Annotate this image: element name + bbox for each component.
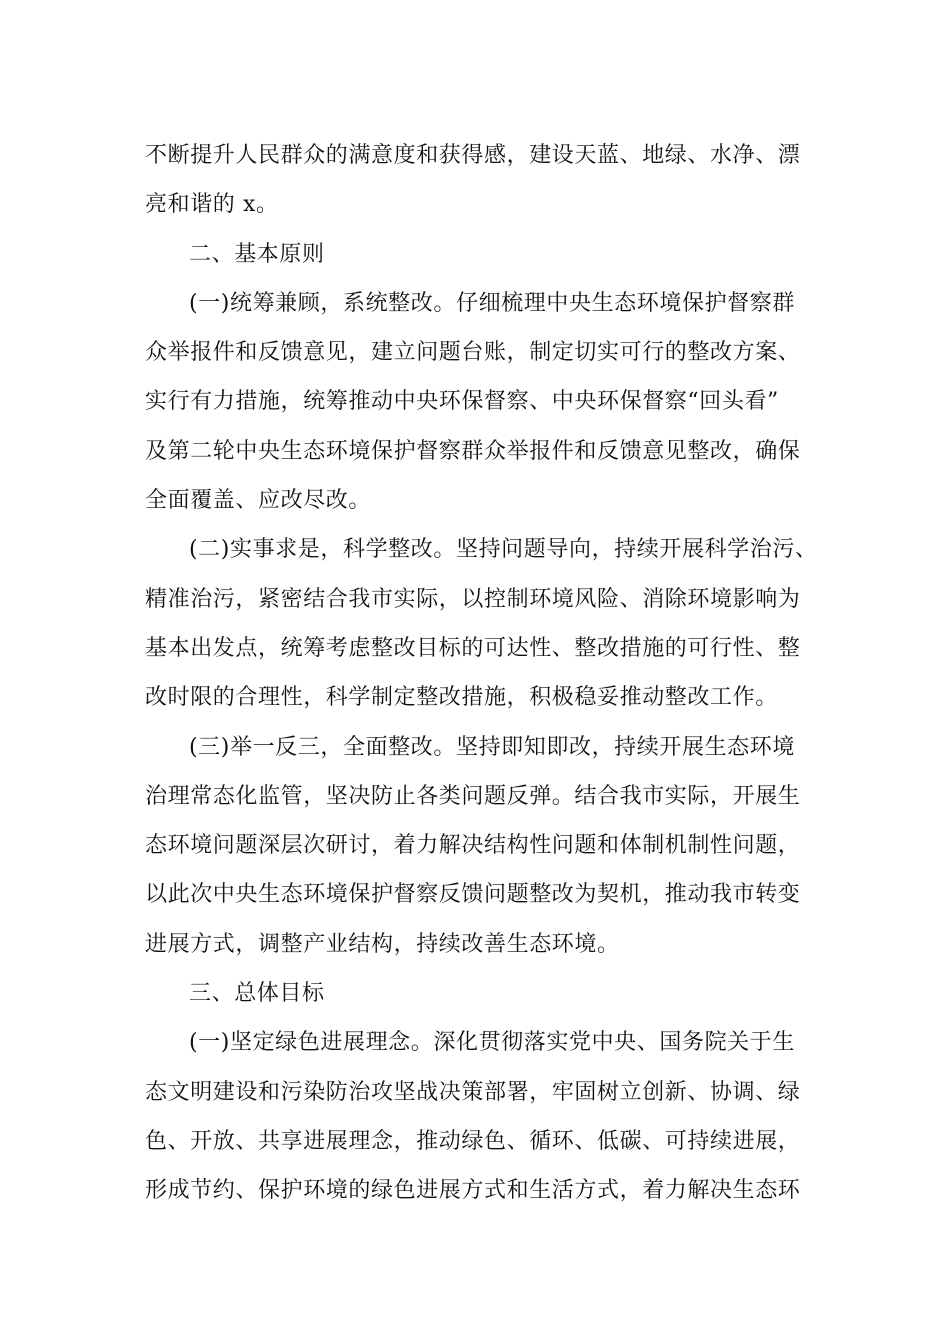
text-line: 精准治污，紧密结合我市实际，以控制环境风险、消除环境影响为 xyxy=(145,586,801,612)
text-line: (一)统筹兼顾，系统整改。仔细梳理中央生态环境保护督察群 xyxy=(189,290,795,316)
text-line: 全面覆盖、应改尽改。 xyxy=(145,488,372,514)
text-line: (三)举一反三，全面整改。坚持即知即改，持续开展生态环境 xyxy=(189,734,795,760)
text-line: 进展方式，调整产业结构，持续改善生态环境。 xyxy=(145,931,620,957)
document-body xyxy=(145,131,825,1216)
text-line: 态文明建设和污染防治攻坚战决策部署，牢固树立创新、协调、绿 xyxy=(145,1079,801,1105)
text-line: 亮和谐的 x。 xyxy=(145,192,279,218)
text-line: (一)坚定绿色进展理念。深化贯彻落实党中央、国务院关于生 xyxy=(189,1030,795,1056)
text-line: 实行有力措施，统筹推动中央环保督察、中央环保督察“回头看” xyxy=(145,389,779,415)
text-line: 形成节约、保护环境的绿色进展方式和生活方式，着力解决生态环 xyxy=(145,1178,801,1204)
text-line: 以此次中央生态环境保护督察反馈问题整改为契机，推动我市转变 xyxy=(145,882,801,908)
text-line: 及第二轮中央生态环境保护督察群众举报件和反馈意见整改，确保 xyxy=(145,438,801,464)
text-line: 色、开放、共享进展理念，推动绿色、循环、低碳、可持续进展， xyxy=(145,1128,801,1154)
text-line: 不断提升人民群众的满意度和获得感，建设天蓝、地绿、水净、漂 xyxy=(145,143,801,168)
text-line: (二)实事求是，科学整改。坚持问题导向，持续开展科学治污、 xyxy=(189,537,818,563)
text-line: 二、基本原则 xyxy=(189,241,325,267)
text-line: 众举报件和反馈意见，建立问题台账，制定切实可行的整改方案、 xyxy=(145,340,801,366)
text-line: 治理常态化监管，坚决防止各类问题反弹。结合我市实际，开展生 xyxy=(145,783,801,809)
text-line: 态环境问题深层次研讨，着力解决结构性问题和体制机制性问题， xyxy=(145,833,801,859)
text-line: 基本出发点，统筹考虑整改目标的可达性、整改措施的可行性、整 xyxy=(145,635,801,661)
text-line: 三、总体目标 xyxy=(189,981,325,1007)
text-line: 改时限的合理性，科学制定整改措施，积极稳妥推动整改工作。 xyxy=(145,685,778,711)
